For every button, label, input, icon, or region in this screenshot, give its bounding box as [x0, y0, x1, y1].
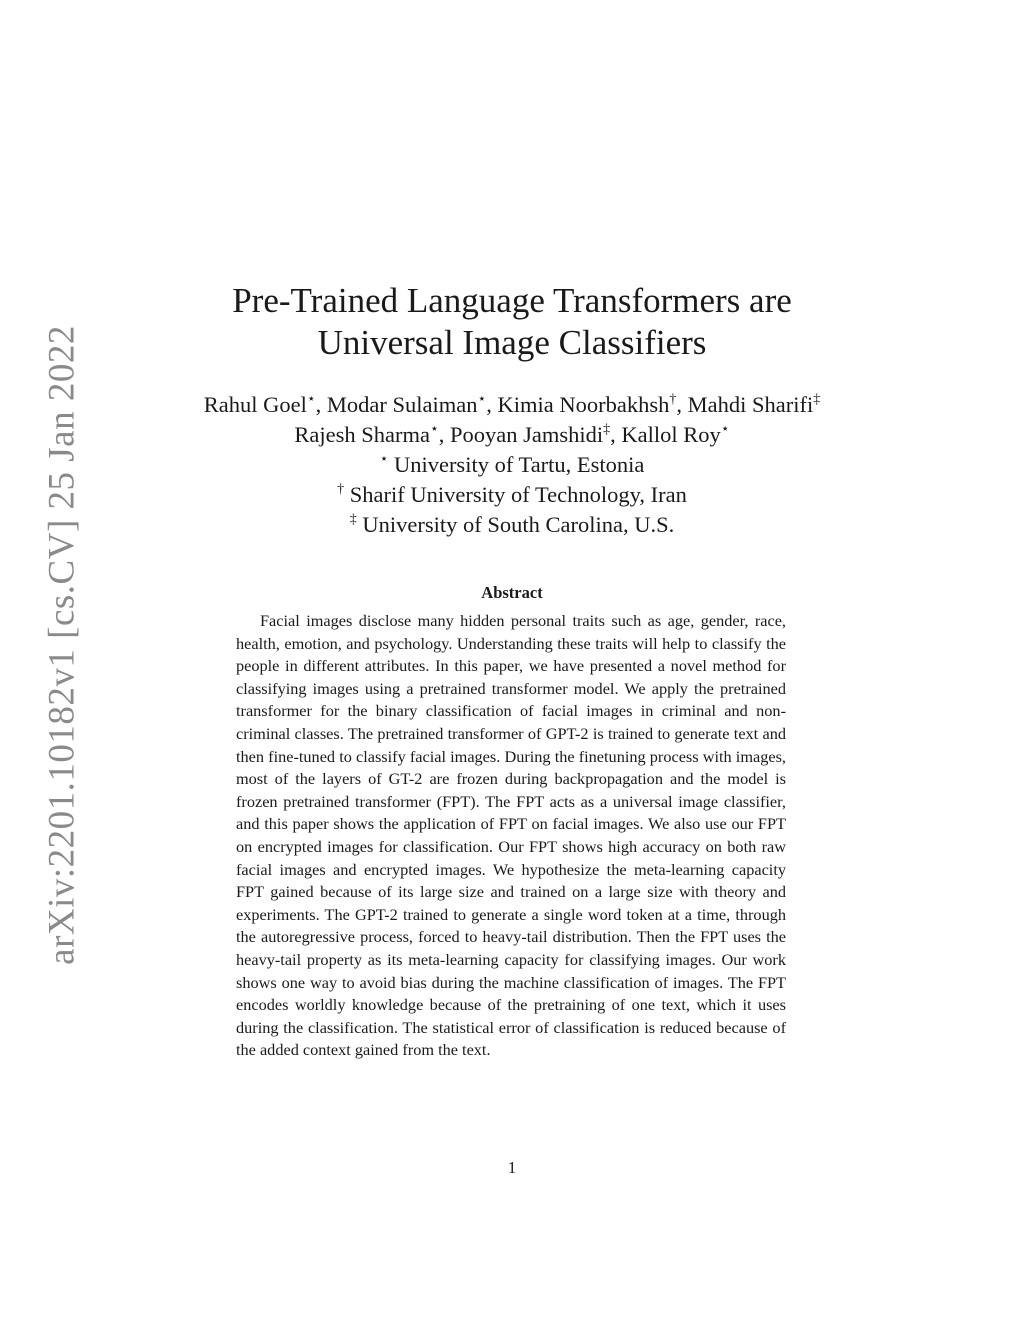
- affiliation-text: University of Tartu, Estonia: [388, 452, 645, 477]
- author-name: Modar Sulaiman: [326, 392, 478, 417]
- affiliation-mark: ‡: [349, 512, 357, 527]
- affiliation-text: Sharif University of Technology, Iran: [344, 482, 687, 507]
- abstract-body: Facial images disclose many hidden personal traits such as age, gender, race, health, emotion, and psychology. Understanding these traits will help to classify the people in different attributes. In this paper, we have presented a novel method for classifying images using a pretrained transformer model. We apply the pretrained transformer for the binary classification of facial images in criminal and non-criminal classes. The pretrained transformer of GPT-2 is trained to generate text and then fine-tuned to classify facial images. During the finetuning process with images, most of the layers of GT-2 are frozen during backpropagation and the model is frozen pretrained transformer (FPT). The FPT acts as a universal image classifier, and this paper shows the application of FPT on facial images. We also use our FPT on encrypted images for classification. Our FPT shows high accuracy on both raw facial images and encrypted images. We hypothesize the meta-learning capacity FPT gained because of its large size and trained on a large size with theory and experiments. The GPT-2 trained to generate a single word token at a time, through the autoregressive process, forced to heavy-tail distribution. Then the FPT uses the heavy-tail property as its meta-learning capacity for classifying images. Our work shows one way to avoid bias during the machine classification of images. The FPT encodes worldly knowledge because of the pretraining of one text, which it uses during the classification. The statistical error of classification is reduced because of the added context gained from the text.: [236, 611, 786, 1060]
- affiliation: [0, 510, 1024, 540]
- affiliation-mark: ⋆: [720, 422, 730, 437]
- affiliation-mark: ‡: [603, 422, 611, 437]
- author-name: Kallol Roy: [621, 422, 721, 447]
- separator: ,: [676, 392, 688, 417]
- affiliation-mark: †: [337, 482, 345, 497]
- affiliation-mark: ⋆: [379, 452, 389, 467]
- author-name: Mahdi Sharifi: [687, 392, 814, 417]
- affiliation-mark: ⋆: [306, 392, 316, 407]
- affiliation-mark: †: [669, 392, 677, 407]
- authors-block: [0, 390, 1024, 540]
- title-line: Pre-Trained Language Transformers are: [232, 281, 792, 320]
- separator: ,: [610, 422, 622, 447]
- author-name: Pooyan Jamshidi: [450, 422, 604, 447]
- affiliation: [0, 480, 1024, 510]
- arxiv-identifier: arXiv:2201.10182v1 [cs.CV] 25 Jan 2022: [41, 325, 83, 965]
- author-name: Rahul Goel: [203, 392, 307, 417]
- affiliation-text: University of South Carolina, U.S.: [356, 512, 675, 537]
- separator: ,: [315, 392, 327, 417]
- affiliation: [0, 450, 1024, 480]
- authors-line: [0, 420, 1024, 450]
- paper-title: [0, 280, 1024, 364]
- affiliation-mark: ⋆: [430, 422, 439, 437]
- separator: ,: [438, 422, 451, 447]
- page-number: 1: [507, 1158, 517, 1177]
- authors-line: [0, 390, 1024, 420]
- abstract-heading: Abstract: [481, 583, 543, 602]
- title-line: Universal Image Classifiers: [317, 323, 707, 362]
- author-name: Kimia Noorbakhsh: [497, 392, 670, 417]
- affiliation-mark: ‡: [813, 392, 821, 407]
- affiliation-mark: ⋆: [477, 392, 487, 407]
- author-name: Rajesh Sharma: [294, 422, 431, 447]
- separator: ,: [486, 392, 498, 417]
